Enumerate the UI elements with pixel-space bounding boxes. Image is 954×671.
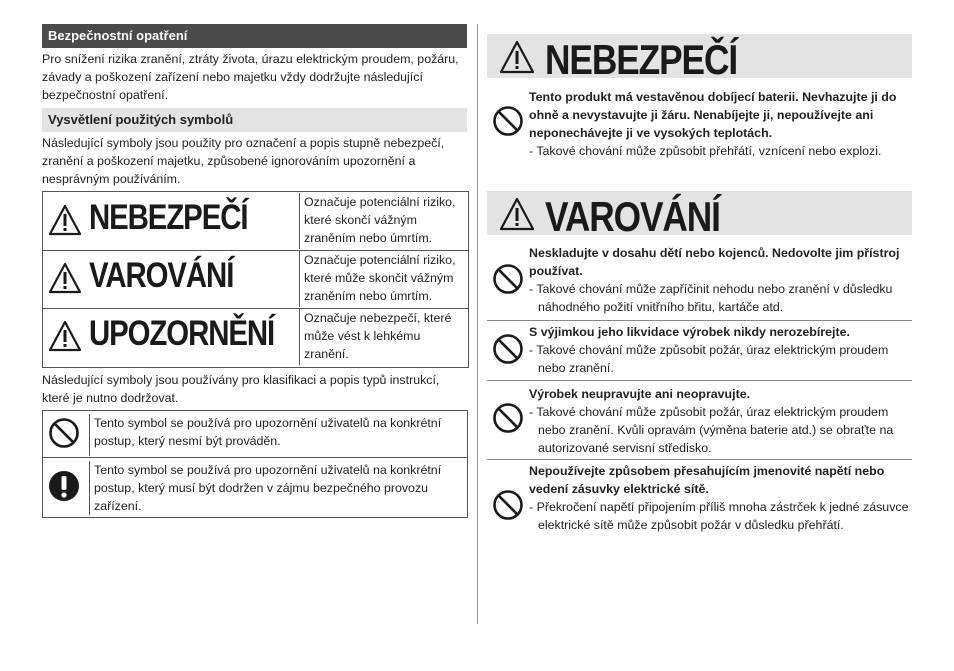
warning-triangle-icon xyxy=(48,320,82,352)
warning-item-bold: Výrobek neupravujte ani neopravujte. xyxy=(529,387,751,401)
item-separator xyxy=(487,380,912,381)
symbol-table xyxy=(42,410,468,518)
warning-triangle-icon xyxy=(499,197,535,231)
intro-paragraph: Pro snížení rizika zranění, ztráty života, úrazu elektrickým proudem, požáru, závady a poškození zařízení nebo majetku vždy dodržujte následující bezpečnostní opatření. xyxy=(42,52,459,102)
item-separator xyxy=(487,320,912,321)
prohibition-icon xyxy=(492,105,524,137)
warning-item-bold: Neskladujte v dosahu dětí nebo kojenců. Nedovolte jim přístroj používat. xyxy=(529,246,900,278)
section-title: Bezpečnostní opatření xyxy=(42,24,467,48)
signal-word-caution: UPOZORNĚNÍ xyxy=(89,314,275,353)
danger-header xyxy=(487,34,912,83)
symbol-row-prohibition xyxy=(43,411,467,458)
prohibition-icon xyxy=(492,402,524,434)
signal-word-warning: VAROVÁNÍ xyxy=(89,256,234,295)
prohibition-icon xyxy=(48,417,80,449)
warning-item-note: - Takové chování může způsobit požár, úraz elektrickým proudem nebo zranění. xyxy=(529,343,889,375)
warning-triangle-icon xyxy=(499,40,535,74)
warning-triangle-icon xyxy=(48,204,82,236)
warning-item xyxy=(487,323,912,377)
danger-title: NEBEZPEČÍ xyxy=(545,36,738,83)
signal-desc-warning: Označuje potenciální riziko, které může skončit vážným zraněním nebo úmrtím. xyxy=(299,251,467,307)
classification-intro-paragraph: Následující symboly jsou používány pro klasifikaci a popis typů instrukcí, které je nutno dodržovat. xyxy=(42,373,440,405)
warning-item xyxy=(487,385,912,457)
signal-desc-caution: Označuje nebezpečí, které může vést k lehkému zranění. xyxy=(299,309,467,365)
symbol-text-mandatory: Tento symbol se používá pro upozornění uživatelů na konkrétní postup, který musí být dodržen v zájmu bezpečného provozu zařízení. xyxy=(89,461,463,515)
danger-item-bold: Tento produkt má vestavěnou dobíjecí baterii. Nevhazujte ji do ohně a nevystavujte ji žáru. Nenabíjejte ji, nepoužívejte ani neponechávejte ji ve vysokých teplotách. xyxy=(529,90,897,140)
warning-title: VAROVÁNÍ xyxy=(545,193,720,240)
column-divider xyxy=(477,24,478,624)
signal-word-danger: NEBEZPEČÍ xyxy=(89,198,248,237)
warning-triangle-icon xyxy=(48,262,82,294)
subsection-title: Vysvětlení použitých symbolů xyxy=(42,108,467,132)
signal-row-warning xyxy=(43,250,468,309)
prohibition-icon xyxy=(492,333,524,365)
signal-row-danger xyxy=(43,192,468,251)
warning-item-note: - Takové chování může způsobit požár, úraz elektrickým proudem nebo zranění. Kvůli opravám (výměna baterie atd.) se obraťte na autorizované servisní středisko. xyxy=(529,405,894,455)
warning-item-note: - Takové chování může zapříčinit nehodu nebo zranění v důsledku náhodného požití vnitřního břitu, kartáče atd. xyxy=(529,282,893,314)
symbol-text-prohibition: Tento symbol se používá pro upozornění uživatelů na konkrétní postup, který nesmí být prováděn. xyxy=(89,414,463,456)
warning-item-bold: S výjimkou jeho likvidace výrobek nikdy nerozebírejte. xyxy=(529,325,850,339)
prohibition-icon xyxy=(492,489,524,521)
symbol-row-mandatory xyxy=(43,458,467,516)
warning-item-bold: Nepoužívejte způsobem přesahujícím jmenovité napětí nebo vedení zásuvky elektrické sítě. xyxy=(529,464,885,496)
warning-item xyxy=(487,462,912,552)
prohibition-icon xyxy=(492,263,524,295)
warning-header xyxy=(487,191,912,240)
signal-desc-danger: Označuje potenciální riziko, které skončí vážným zraněním nebo úmrtím. xyxy=(299,193,467,249)
signal-word-table xyxy=(42,191,469,368)
danger-item xyxy=(487,88,912,160)
mandatory-action-icon xyxy=(48,470,80,502)
signal-row-caution xyxy=(43,308,468,366)
warning-item xyxy=(487,244,912,318)
item-separator xyxy=(487,459,912,460)
symbols-intro-paragraph: Následující symboly jsou použity pro označení a popis stupně nebezpečí, zranění a poškození majetku, způsobené ignorováním upozornění a nesprávným používáním. xyxy=(42,136,445,186)
warning-item-note: - Překročení napětí připojením příliš mnoha zástrček k jedné zásuvce elektrické sítě může způsobit požár v důsledku přehřátí. xyxy=(529,500,909,532)
danger-item-note: - Takové chování může způsobit přehřátí, vznícení nebo explozi. xyxy=(529,144,882,158)
